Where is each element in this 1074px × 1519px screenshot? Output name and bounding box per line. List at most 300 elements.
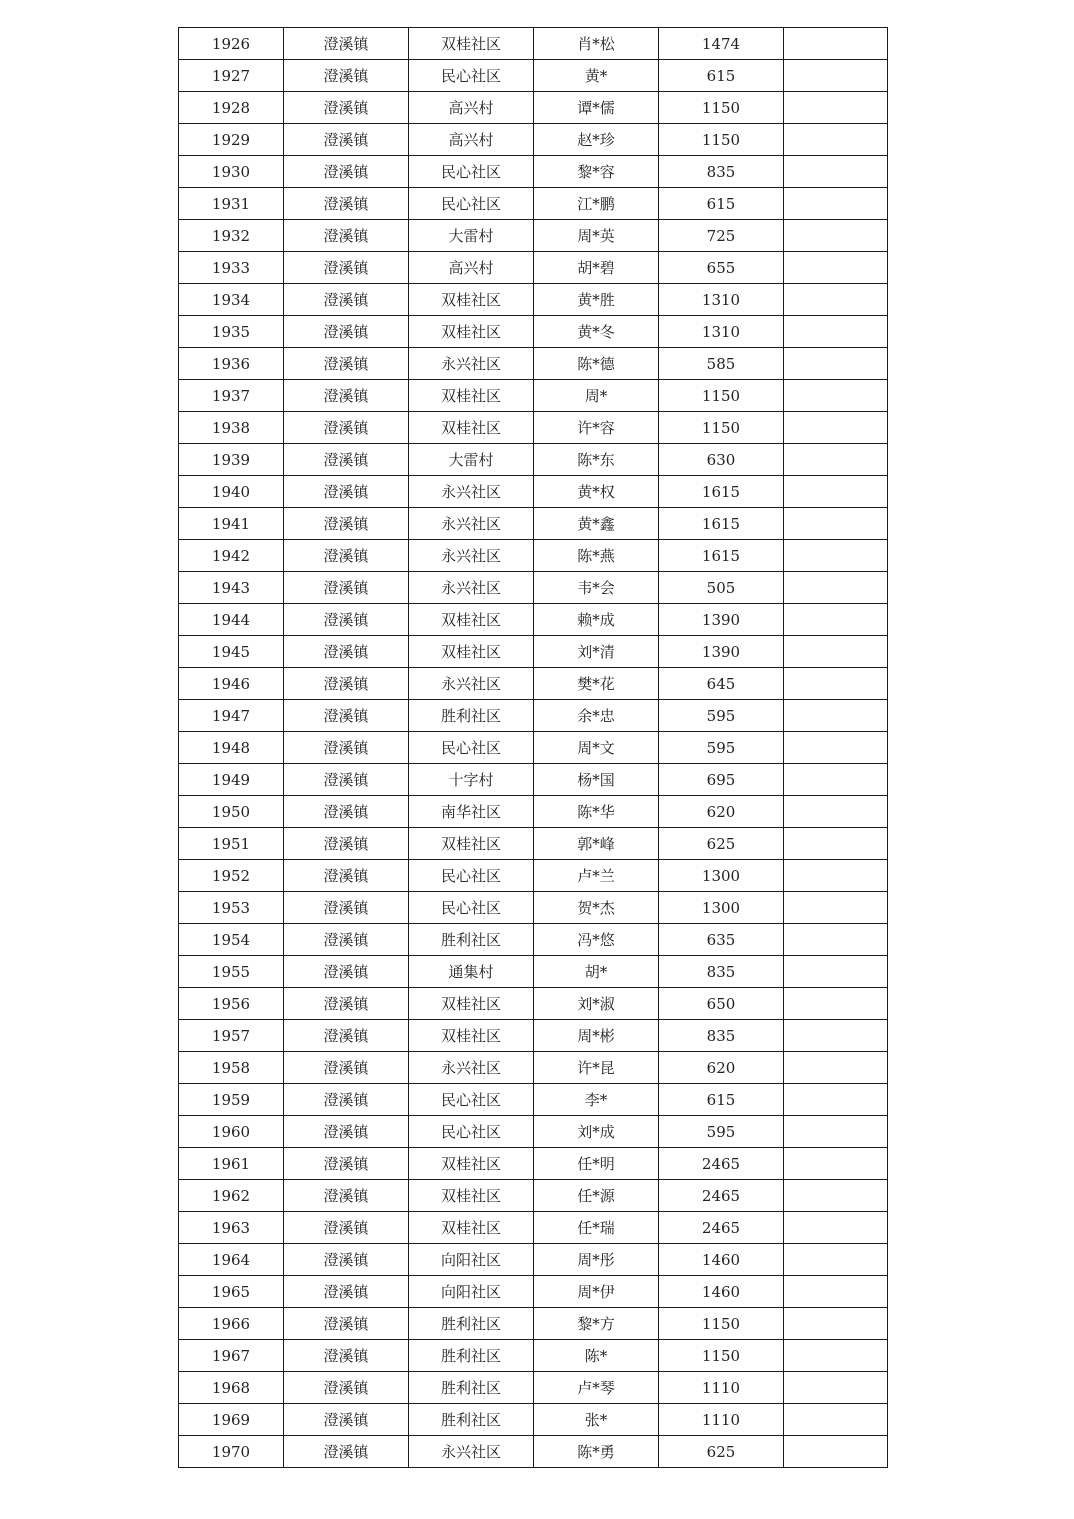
- row-number-cell: 1948: [179, 732, 284, 764]
- village-cell: 大雷村: [409, 220, 534, 252]
- row-number-cell: 1961: [179, 1148, 284, 1180]
- amount-cell: 1150: [659, 1340, 784, 1372]
- note-cell: [784, 1276, 888, 1308]
- village-cell: 民心社区: [409, 1116, 534, 1148]
- village-cell: 双桂社区: [409, 1148, 534, 1180]
- town-cell: 澄溪镇: [284, 508, 409, 540]
- table-row: [179, 1340, 888, 1372]
- row-number-cell: 1951: [179, 828, 284, 860]
- amount-cell: 620: [659, 1052, 784, 1084]
- town-cell: 澄溪镇: [284, 348, 409, 380]
- name-cell: 肖*松: [534, 28, 659, 60]
- table-row: [179, 956, 888, 988]
- amount-cell: 2465: [659, 1212, 784, 1244]
- row-number-cell: 1950: [179, 796, 284, 828]
- note-cell: [784, 156, 888, 188]
- town-cell: 澄溪镇: [284, 892, 409, 924]
- name-cell: 周*: [534, 380, 659, 412]
- row-number-cell: 1934: [179, 284, 284, 316]
- table-row: [179, 1276, 888, 1308]
- village-cell: 高兴村: [409, 92, 534, 124]
- amount-cell: 1460: [659, 1276, 784, 1308]
- name-cell: 刘*清: [534, 636, 659, 668]
- town-cell: 澄溪镇: [284, 988, 409, 1020]
- row-number-cell: 1941: [179, 508, 284, 540]
- amount-cell: 630: [659, 444, 784, 476]
- note-cell: [784, 1052, 888, 1084]
- village-cell: 通集村: [409, 956, 534, 988]
- row-number-cell: 1955: [179, 956, 284, 988]
- row-number-cell: 1937: [179, 380, 284, 412]
- village-cell: 南华社区: [409, 796, 534, 828]
- name-cell: 任*源: [534, 1180, 659, 1212]
- town-cell: 澄溪镇: [284, 1084, 409, 1116]
- amount-cell: 625: [659, 1436, 784, 1468]
- row-number-cell: 1936: [179, 348, 284, 380]
- village-cell: 向阳社区: [409, 1276, 534, 1308]
- town-cell: 澄溪镇: [284, 604, 409, 636]
- table-row: [179, 1404, 888, 1436]
- amount-cell: 1150: [659, 380, 784, 412]
- village-cell: 胜利社区: [409, 700, 534, 732]
- amount-cell: 1310: [659, 284, 784, 316]
- amount-cell: 1615: [659, 508, 784, 540]
- table-row: [179, 412, 888, 444]
- village-cell: 永兴社区: [409, 1052, 534, 1084]
- village-cell: 永兴社区: [409, 508, 534, 540]
- note-cell: [784, 860, 888, 892]
- table-row: [179, 316, 888, 348]
- village-cell: 永兴社区: [409, 1436, 534, 1468]
- amount-cell: 835: [659, 956, 784, 988]
- row-number-cell: 1957: [179, 1020, 284, 1052]
- amount-cell: 625: [659, 828, 784, 860]
- note-cell: [784, 540, 888, 572]
- town-cell: 澄溪镇: [284, 1436, 409, 1468]
- name-cell: 刘*淑: [534, 988, 659, 1020]
- amount-cell: 695: [659, 764, 784, 796]
- table-row: [179, 124, 888, 156]
- village-cell: 民心社区: [409, 156, 534, 188]
- table-row: [179, 28, 888, 60]
- amount-cell: 615: [659, 188, 784, 220]
- town-cell: 澄溪镇: [284, 1148, 409, 1180]
- amount-cell: 1150: [659, 92, 784, 124]
- table-row: [179, 892, 888, 924]
- amount-cell: 595: [659, 700, 784, 732]
- name-cell: 卢*兰: [534, 860, 659, 892]
- name-cell: 黄*权: [534, 476, 659, 508]
- village-cell: 高兴村: [409, 124, 534, 156]
- row-number-cell: 1965: [179, 1276, 284, 1308]
- village-cell: 双桂社区: [409, 1020, 534, 1052]
- row-number-cell: 1942: [179, 540, 284, 572]
- row-number-cell: 1946: [179, 668, 284, 700]
- village-cell: 双桂社区: [409, 284, 534, 316]
- town-cell: 澄溪镇: [284, 252, 409, 284]
- village-cell: 民心社区: [409, 188, 534, 220]
- row-number-cell: 1968: [179, 1372, 284, 1404]
- row-number-cell: 1960: [179, 1116, 284, 1148]
- village-cell: 双桂社区: [409, 28, 534, 60]
- amount-cell: 595: [659, 1116, 784, 1148]
- note-cell: [784, 1404, 888, 1436]
- amount-cell: 1615: [659, 540, 784, 572]
- row-number-cell: 1970: [179, 1436, 284, 1468]
- row-number-cell: 1969: [179, 1404, 284, 1436]
- note-cell: [784, 220, 888, 252]
- amount-cell: 1390: [659, 636, 784, 668]
- table-body: [179, 28, 888, 1468]
- note-cell: [784, 700, 888, 732]
- note-cell: [784, 764, 888, 796]
- note-cell: [784, 444, 888, 476]
- town-cell: 澄溪镇: [284, 188, 409, 220]
- name-cell: 黄*冬: [534, 316, 659, 348]
- table-row: [179, 828, 888, 860]
- name-cell: 谭*儒: [534, 92, 659, 124]
- table-row: [179, 1084, 888, 1116]
- row-number-cell: 1956: [179, 988, 284, 1020]
- town-cell: 澄溪镇: [284, 220, 409, 252]
- table-row: [179, 604, 888, 636]
- name-cell: 陈*燕: [534, 540, 659, 572]
- note-cell: [784, 124, 888, 156]
- name-cell: 许*容: [534, 412, 659, 444]
- row-number-cell: 1952: [179, 860, 284, 892]
- name-cell: 周*彬: [534, 1020, 659, 1052]
- note-cell: [784, 1244, 888, 1276]
- village-cell: 双桂社区: [409, 1180, 534, 1212]
- amount-cell: 1310: [659, 316, 784, 348]
- row-number-cell: 1929: [179, 124, 284, 156]
- town-cell: 澄溪镇: [284, 1308, 409, 1340]
- village-cell: 胜利社区: [409, 1404, 534, 1436]
- data-table: [178, 27, 888, 1468]
- table-row: [179, 444, 888, 476]
- amount-cell: 1300: [659, 892, 784, 924]
- row-number-cell: 1958: [179, 1052, 284, 1084]
- row-number-cell: 1931: [179, 188, 284, 220]
- table-row: [179, 1148, 888, 1180]
- town-cell: 澄溪镇: [284, 956, 409, 988]
- table-row: [179, 92, 888, 124]
- table-row: [179, 860, 888, 892]
- town-cell: 澄溪镇: [284, 1020, 409, 1052]
- town-cell: 澄溪镇: [284, 1116, 409, 1148]
- amount-cell: 2465: [659, 1148, 784, 1180]
- table-row: [179, 732, 888, 764]
- name-cell: 李*: [534, 1084, 659, 1116]
- amount-cell: 620: [659, 796, 784, 828]
- village-cell: 永兴社区: [409, 668, 534, 700]
- row-number-cell: 1949: [179, 764, 284, 796]
- note-cell: [784, 348, 888, 380]
- row-number-cell: 1926: [179, 28, 284, 60]
- name-cell: 江*鹏: [534, 188, 659, 220]
- amount-cell: 1474: [659, 28, 784, 60]
- village-cell: 胜利社区: [409, 1372, 534, 1404]
- name-cell: 许*昆: [534, 1052, 659, 1084]
- row-number-cell: 1962: [179, 1180, 284, 1212]
- name-cell: 樊*花: [534, 668, 659, 700]
- amount-cell: 1150: [659, 124, 784, 156]
- name-cell: 任*瑞: [534, 1212, 659, 1244]
- village-cell: 民心社区: [409, 60, 534, 92]
- amount-cell: 635: [659, 924, 784, 956]
- note-cell: [784, 60, 888, 92]
- table-row: [179, 476, 888, 508]
- name-cell: 刘*成: [534, 1116, 659, 1148]
- name-cell: 黄*鑫: [534, 508, 659, 540]
- row-number-cell: 1967: [179, 1340, 284, 1372]
- note-cell: [784, 28, 888, 60]
- village-cell: 民心社区: [409, 860, 534, 892]
- table-row: [179, 1052, 888, 1084]
- amount-cell: 1615: [659, 476, 784, 508]
- row-number-cell: 1927: [179, 60, 284, 92]
- village-cell: 向阳社区: [409, 1244, 534, 1276]
- village-cell: 双桂社区: [409, 604, 534, 636]
- village-cell: 民心社区: [409, 732, 534, 764]
- name-cell: 卢*琴: [534, 1372, 659, 1404]
- village-cell: 双桂社区: [409, 828, 534, 860]
- town-cell: 澄溪镇: [284, 1276, 409, 1308]
- note-cell: [784, 412, 888, 444]
- note-cell: [784, 1340, 888, 1372]
- note-cell: [784, 1372, 888, 1404]
- row-number-cell: 1938: [179, 412, 284, 444]
- note-cell: [784, 1308, 888, 1340]
- note-cell: [784, 1020, 888, 1052]
- town-cell: 澄溪镇: [284, 860, 409, 892]
- town-cell: 澄溪镇: [284, 1372, 409, 1404]
- amount-cell: 585: [659, 348, 784, 380]
- note-cell: [784, 604, 888, 636]
- table-row: [179, 764, 888, 796]
- town-cell: 澄溪镇: [284, 60, 409, 92]
- town-cell: 澄溪镇: [284, 28, 409, 60]
- table-row: [179, 156, 888, 188]
- village-cell: 胜利社区: [409, 1308, 534, 1340]
- note-cell: [784, 316, 888, 348]
- town-cell: 澄溪镇: [284, 796, 409, 828]
- amount-cell: 505: [659, 572, 784, 604]
- note-cell: [784, 956, 888, 988]
- row-number-cell: 1966: [179, 1308, 284, 1340]
- note-cell: [784, 476, 888, 508]
- table-row: [179, 700, 888, 732]
- note-cell: [784, 1116, 888, 1148]
- amount-cell: 1150: [659, 1308, 784, 1340]
- town-cell: 澄溪镇: [284, 732, 409, 764]
- village-cell: 双桂社区: [409, 380, 534, 412]
- town-cell: 澄溪镇: [284, 1052, 409, 1084]
- amount-cell: 1110: [659, 1404, 784, 1436]
- town-cell: 澄溪镇: [284, 476, 409, 508]
- amount-cell: 655: [659, 252, 784, 284]
- town-cell: 澄溪镇: [284, 156, 409, 188]
- village-cell: 大雷村: [409, 444, 534, 476]
- village-cell: 十字村: [409, 764, 534, 796]
- table-row: [179, 796, 888, 828]
- amount-cell: 1390: [659, 604, 784, 636]
- note-cell: [784, 892, 888, 924]
- town-cell: 澄溪镇: [284, 828, 409, 860]
- note-cell: [784, 1084, 888, 1116]
- table-row: [179, 572, 888, 604]
- table-row: [179, 1244, 888, 1276]
- table-row: [179, 1180, 888, 1212]
- village-cell: 高兴村: [409, 252, 534, 284]
- note-cell: [784, 188, 888, 220]
- note-cell: [784, 668, 888, 700]
- note-cell: [784, 1180, 888, 1212]
- name-cell: 贺*杰: [534, 892, 659, 924]
- note-cell: [784, 508, 888, 540]
- name-cell: 陈*勇: [534, 1436, 659, 1468]
- table-row: [179, 188, 888, 220]
- name-cell: 周*伊: [534, 1276, 659, 1308]
- row-number-cell: 1932: [179, 220, 284, 252]
- village-cell: 胜利社区: [409, 924, 534, 956]
- note-cell: [784, 636, 888, 668]
- name-cell: 周*英: [534, 220, 659, 252]
- row-number-cell: 1945: [179, 636, 284, 668]
- amount-cell: 615: [659, 1084, 784, 1116]
- amount-cell: 1460: [659, 1244, 784, 1276]
- row-number-cell: 1930: [179, 156, 284, 188]
- town-cell: 澄溪镇: [284, 316, 409, 348]
- row-number-cell: 1963: [179, 1212, 284, 1244]
- name-cell: 杨*国: [534, 764, 659, 796]
- town-cell: 澄溪镇: [284, 412, 409, 444]
- name-cell: 胡*碧: [534, 252, 659, 284]
- row-number-cell: 1959: [179, 1084, 284, 1116]
- village-cell: 双桂社区: [409, 316, 534, 348]
- name-cell: 韦*会: [534, 572, 659, 604]
- table-row: [179, 668, 888, 700]
- name-cell: 周*彤: [534, 1244, 659, 1276]
- note-cell: [784, 572, 888, 604]
- village-cell: 双桂社区: [409, 988, 534, 1020]
- row-number-cell: 1947: [179, 700, 284, 732]
- table-row: [179, 220, 888, 252]
- amount-cell: 650: [659, 988, 784, 1020]
- name-cell: 陈*东: [534, 444, 659, 476]
- table-row: [179, 1020, 888, 1052]
- table-row: [179, 1212, 888, 1244]
- row-number-cell: 1928: [179, 92, 284, 124]
- town-cell: 澄溪镇: [284, 700, 409, 732]
- town-cell: 澄溪镇: [284, 572, 409, 604]
- village-cell: 双桂社区: [409, 412, 534, 444]
- note-cell: [784, 252, 888, 284]
- town-cell: 澄溪镇: [284, 924, 409, 956]
- name-cell: 胡*: [534, 956, 659, 988]
- village-cell: 永兴社区: [409, 540, 534, 572]
- table-row: [179, 508, 888, 540]
- name-cell: 郭*峰: [534, 828, 659, 860]
- village-cell: 双桂社区: [409, 636, 534, 668]
- table-row: [179, 380, 888, 412]
- town-cell: 澄溪镇: [284, 1180, 409, 1212]
- name-cell: 黄*: [534, 60, 659, 92]
- row-number-cell: 1944: [179, 604, 284, 636]
- name-cell: 陈*德: [534, 348, 659, 380]
- town-cell: 澄溪镇: [284, 124, 409, 156]
- town-cell: 澄溪镇: [284, 668, 409, 700]
- amount-cell: 645: [659, 668, 784, 700]
- row-number-cell: 1953: [179, 892, 284, 924]
- table-row: [179, 1116, 888, 1148]
- village-cell: 民心社区: [409, 892, 534, 924]
- table-row: [179, 988, 888, 1020]
- table-row: [179, 252, 888, 284]
- name-cell: 张*: [534, 1404, 659, 1436]
- note-cell: [784, 380, 888, 412]
- name-cell: 冯*悠: [534, 924, 659, 956]
- row-number-cell: 1940: [179, 476, 284, 508]
- town-cell: 澄溪镇: [284, 540, 409, 572]
- village-cell: 胜利社区: [409, 1340, 534, 1372]
- note-cell: [784, 732, 888, 764]
- town-cell: 澄溪镇: [284, 1212, 409, 1244]
- table-row: [179, 1436, 888, 1468]
- amount-cell: 615: [659, 60, 784, 92]
- town-cell: 澄溪镇: [284, 444, 409, 476]
- name-cell: 赖*成: [534, 604, 659, 636]
- name-cell: 赵*珍: [534, 124, 659, 156]
- amount-cell: 725: [659, 220, 784, 252]
- note-cell: [784, 1436, 888, 1468]
- note-cell: [784, 796, 888, 828]
- table-row: [179, 924, 888, 956]
- town-cell: 澄溪镇: [284, 764, 409, 796]
- name-cell: 余*忠: [534, 700, 659, 732]
- town-cell: 澄溪镇: [284, 1244, 409, 1276]
- village-cell: 双桂社区: [409, 1212, 534, 1244]
- name-cell: 黎*容: [534, 156, 659, 188]
- table-row: [179, 1372, 888, 1404]
- row-number-cell: 1933: [179, 252, 284, 284]
- village-cell: 民心社区: [409, 1084, 534, 1116]
- table-row: [179, 60, 888, 92]
- amount-cell: 1150: [659, 412, 784, 444]
- town-cell: 澄溪镇: [284, 1404, 409, 1436]
- town-cell: 澄溪镇: [284, 284, 409, 316]
- amount-cell: 1110: [659, 1372, 784, 1404]
- name-cell: 陈*: [534, 1340, 659, 1372]
- amount-cell: 2465: [659, 1180, 784, 1212]
- name-cell: 黎*方: [534, 1308, 659, 1340]
- town-cell: 澄溪镇: [284, 380, 409, 412]
- row-number-cell: 1935: [179, 316, 284, 348]
- row-number-cell: 1954: [179, 924, 284, 956]
- village-cell: 永兴社区: [409, 476, 534, 508]
- amount-cell: 595: [659, 732, 784, 764]
- village-cell: 永兴社区: [409, 572, 534, 604]
- row-number-cell: 1939: [179, 444, 284, 476]
- town-cell: 澄溪镇: [284, 92, 409, 124]
- amount-cell: 835: [659, 156, 784, 188]
- amount-cell: 835: [659, 1020, 784, 1052]
- table-row: [179, 348, 888, 380]
- town-cell: 澄溪镇: [284, 1340, 409, 1372]
- name-cell: 周*文: [534, 732, 659, 764]
- name-cell: 黄*胜: [534, 284, 659, 316]
- name-cell: 陈*华: [534, 796, 659, 828]
